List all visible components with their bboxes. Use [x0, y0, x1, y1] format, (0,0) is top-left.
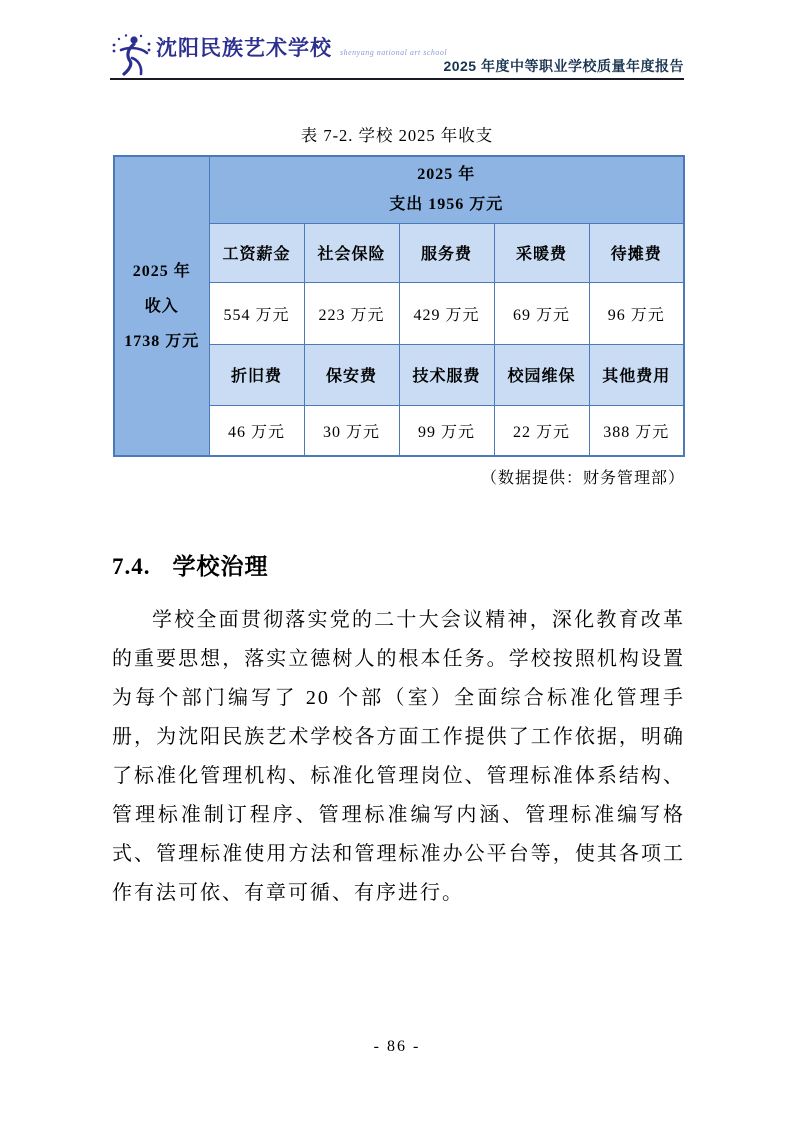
value-cell: 69 万元 — [494, 282, 589, 344]
category-header: 其他费用 — [589, 344, 684, 405]
category-header: 校园维保 — [494, 344, 589, 405]
category-header: 保安费 — [304, 344, 399, 405]
dancer-logo-icon — [110, 32, 152, 83]
expense-line-1: 2025 年 — [417, 165, 476, 183]
value-cell: 223 万元 — [304, 282, 399, 344]
value-cell: 429 万元 — [399, 282, 494, 344]
value-cell: 99 万元 — [399, 405, 494, 456]
page-header — [110, 30, 684, 78]
section-heading — [112, 548, 269, 581]
category-header: 服务费 — [399, 223, 494, 282]
body-paragraph: 学校全面贯彻落实党的二十大会议精神，深化教育改革的重要思想，落实立德树人的根本任务。学校按照机构设置为每个部门编写了 20 个部（室）全面综合标准化管理手册，为沈阳民族艺术学校各方面工作提供了工作依据，明确了标准化管理机构、标准化管理岗位、管理标准体系结构、管理标准制订程序、管理标准编写内涵、管理标准编写格式、管理标准使用方法和管理标准办公平台等，使其各项工作有法可依、有章可循、有序进行。 — [112, 609, 685, 904]
logo-school-name-english: shenyang national art school — [340, 48, 448, 57]
value-cell: 30 万元 — [304, 405, 399, 456]
section-title: 学校治理 — [172, 554, 269, 579]
category-header: 技术服费 — [399, 344, 494, 405]
income-line-2: 收入 — [144, 297, 179, 315]
category-header: 工资薪金 — [209, 223, 304, 282]
report-title: 2025 年度中等职业学校质量年度报告 — [443, 58, 684, 74]
expense-header-cell — [209, 156, 684, 223]
data-source-note: （数据提供：财务管理部） — [480, 470, 685, 487]
category-header: 采暖费 — [494, 223, 589, 282]
income-line-1: 2025 年 — [132, 262, 191, 280]
category-header: 社会保险 — [304, 223, 399, 282]
school-logo — [110, 32, 447, 83]
page-number: - 86 - — [373, 1038, 421, 1055]
budget-table — [113, 155, 685, 457]
expense-line-2: 支出 1956 万元 — [389, 195, 504, 213]
logo-text — [156, 32, 447, 60]
value-cell: 554 万元 — [209, 282, 304, 344]
section-number: 7.4. — [112, 554, 151, 579]
header-divider — [110, 78, 684, 80]
value-cell: 96 万元 — [589, 282, 684, 344]
value-cell: 388 万元 — [589, 405, 684, 456]
income-cell — [114, 156, 209, 456]
category-header: 折旧费 — [209, 344, 304, 405]
value-cell: 46 万元 — [209, 405, 304, 456]
table-caption: 表 7-2. 学校 2025 年收支 — [300, 126, 494, 145]
logo-school-name: 沈阳民族艺术学校 — [156, 36, 332, 60]
value-cell: 22 万元 — [494, 405, 589, 456]
income-line-3: 1738 万元 — [124, 332, 200, 350]
category-header: 待摊费 — [589, 223, 684, 282]
